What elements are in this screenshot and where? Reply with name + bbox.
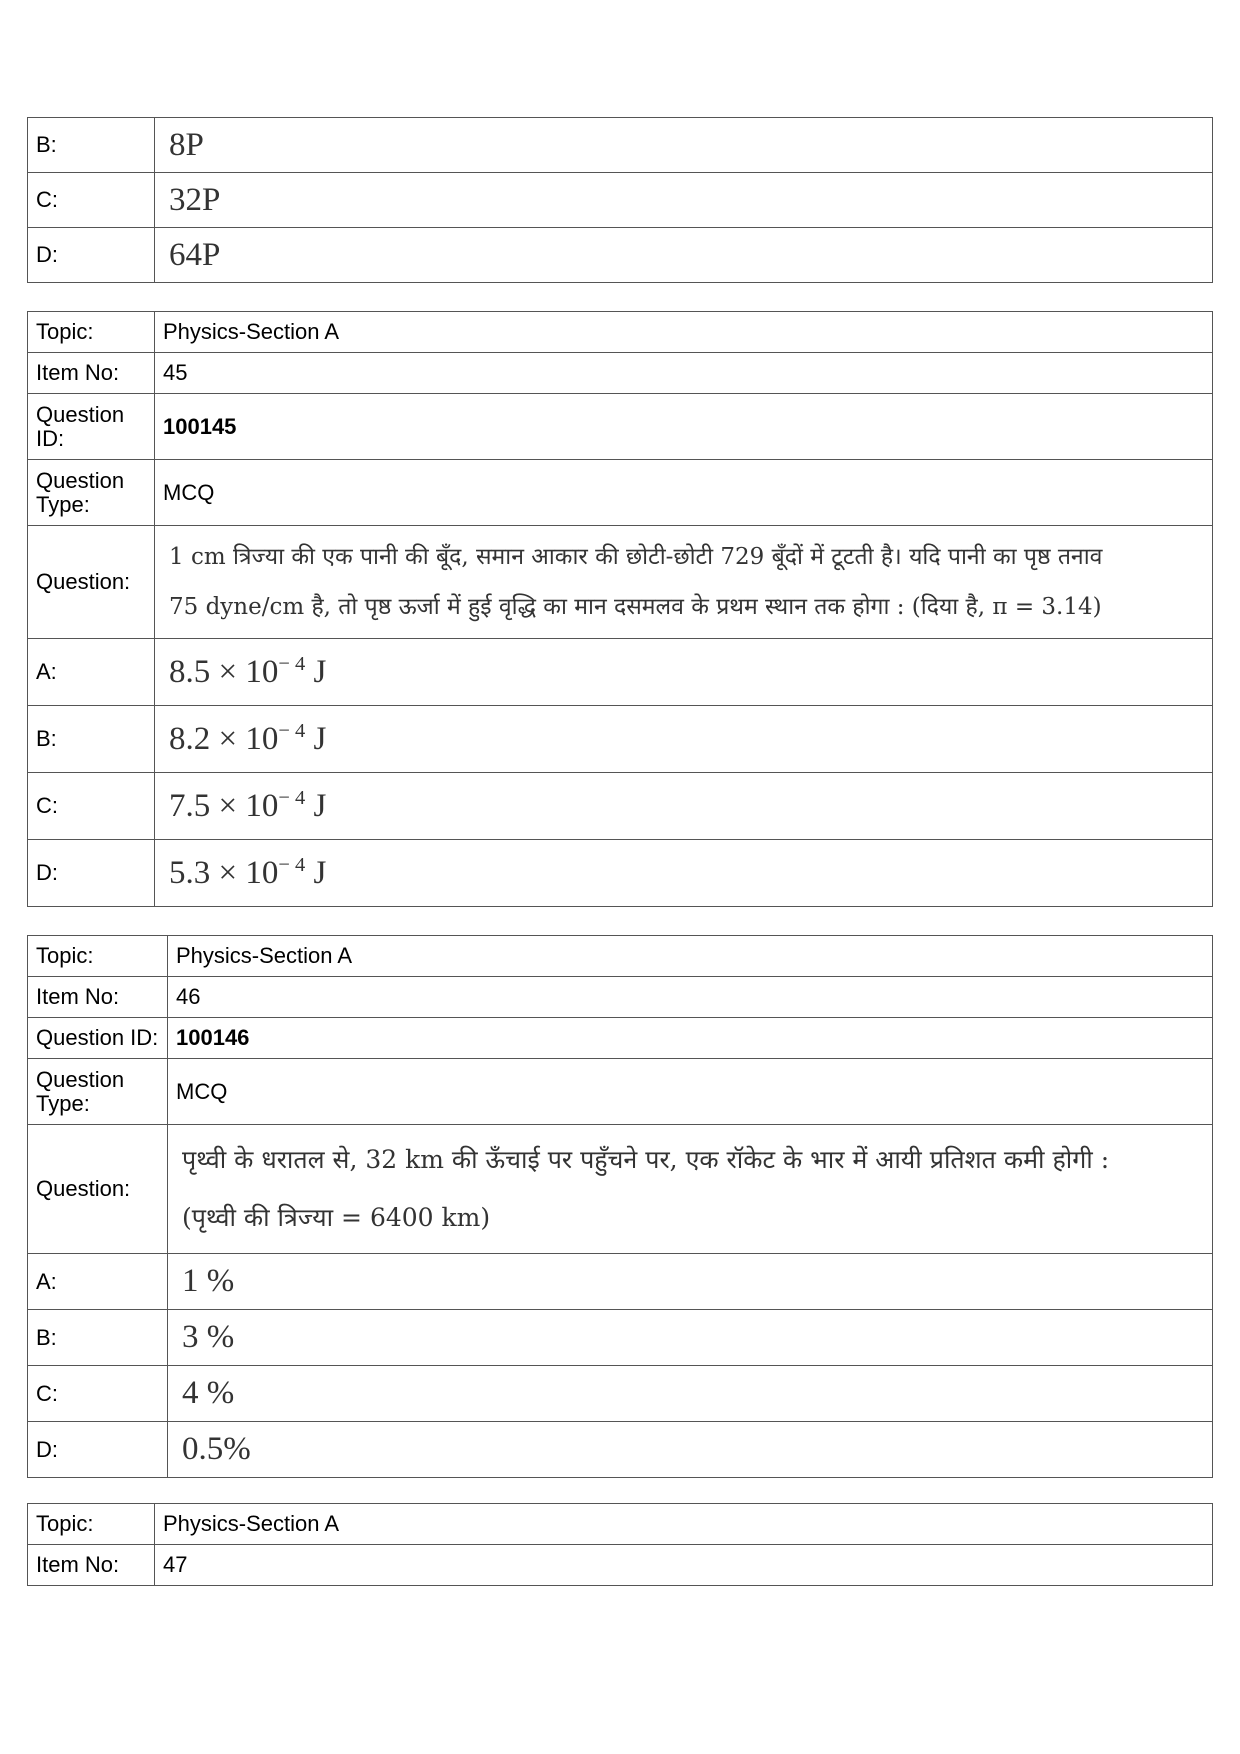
option-value [155,706,1213,773]
question-text [168,1125,1213,1254]
option-exponent: − 4 [278,653,306,675]
question-label: Question: [28,526,155,639]
question-line-2: (पृथ्वी की त्रिज्या = 6400 km) [182,1203,491,1232]
option-label: D: [28,840,155,907]
option-value: 64P [155,228,1213,283]
question-id-row [28,394,1213,460]
option-value [155,773,1213,840]
item-no-row [28,353,1213,394]
option-label: A: [28,639,155,706]
prev-question-options-table [27,117,1213,283]
option-value [155,840,1213,907]
item-no-label: Item No: [28,1545,155,1586]
topic-value: Physics-Section A [168,936,1213,977]
question-line-1: पृथ्वी के धरातल से, 32 km की ऊँचाई पर पहुँचने पर, एक रॉकेट के भार में आयी प्रतिशत कमी होगी : [182,1145,1110,1174]
option-label: B: [28,118,155,173]
question-47-table [27,1503,1213,1586]
option-value: 3 % [168,1310,1213,1366]
topic-value: Physics-Section A [155,1504,1213,1545]
item-no-value: 46 [168,977,1213,1018]
option-unit: J [305,721,327,757]
option-mantissa: 7.5 × 10 [169,788,279,824]
option-row-b [28,706,1213,773]
question-45-table [27,311,1213,907]
option-value [155,639,1213,706]
question-id-label: Question ID: [28,394,155,460]
question-type-row [28,460,1213,526]
question-type-row [28,1059,1213,1125]
option-unit: J [305,654,327,690]
option-exponent: − 4 [278,854,306,876]
option-exponent: − 4 [278,787,306,809]
option-mantissa: 5.3 × 10 [169,855,279,891]
option-label: B: [28,706,155,773]
option-row-d [28,840,1213,907]
option-label: C: [28,173,155,228]
topic-row [28,1504,1213,1545]
option-label: B: [28,1310,168,1366]
option-value: 32P [155,173,1213,228]
option-row-c [28,173,1213,228]
option-label: D: [28,1422,168,1478]
question-text [155,526,1213,639]
option-label: A: [28,1254,168,1310]
option-unit: J [305,855,327,891]
option-mantissa: 8.5 × 10 [169,654,279,690]
question-type-label: Question Type: [28,460,155,526]
item-no-label: Item No: [28,977,168,1018]
question-line-2: 75 dyne/cm है, तो पृष्ठ ऊर्जा में हुई वृद्धि का मान दसमलव के प्रथम स्थान तक होगा : (दिया है, π = 3.14) [169,594,1102,620]
option-row-b [28,118,1213,173]
question-type-value: MCQ [168,1059,1213,1125]
question-id-value: 100145 [155,394,1213,460]
question-46-table [27,935,1213,1478]
item-no-value: 47 [155,1545,1213,1586]
item-no-row [28,1545,1213,1586]
option-row-d [28,228,1213,283]
question-type-value: MCQ [155,460,1213,526]
option-label: C: [28,1366,168,1422]
topic-label: Topic: [28,936,168,977]
topic-label: Topic: [28,312,155,353]
question-id-label: Question ID: [28,1018,168,1059]
question-id-value: 100146 [168,1018,1213,1059]
option-row-a [28,639,1213,706]
topic-row [28,312,1213,353]
question-id-row [28,1018,1213,1059]
option-row-c [28,1366,1213,1422]
item-no-value: 45 [155,353,1213,394]
option-mantissa: 8.2 × 10 [169,721,279,757]
option-exponent: − 4 [278,720,306,742]
option-label: C: [28,773,155,840]
option-row-c [28,773,1213,840]
question-type-label: Question Type: [28,1059,168,1125]
option-value: 8P [155,118,1213,173]
option-row-a [28,1254,1213,1310]
item-no-label: Item No: [28,353,155,394]
question-label: Question: [28,1125,168,1254]
option-value: 1 % [168,1254,1213,1310]
option-value: 0.5% [168,1422,1213,1478]
question-line-1: 1 cm त्रिज्या की एक पानी की बूँद, समान आकार की छोटी-छोटी 729 बूँदों में टूटती है। यदि पानी का पृष्ठ तनाव [169,544,1103,570]
topic-row [28,936,1213,977]
option-row-d [28,1422,1213,1478]
question-row [28,526,1213,639]
topic-label: Topic: [28,1504,155,1545]
topic-value: Physics-Section A [155,312,1213,353]
option-unit: J [305,788,327,824]
question-row [28,1125,1213,1254]
option-value: 4 % [168,1366,1213,1422]
option-label: D: [28,228,155,283]
item-no-row [28,977,1213,1018]
option-row-b [28,1310,1213,1366]
